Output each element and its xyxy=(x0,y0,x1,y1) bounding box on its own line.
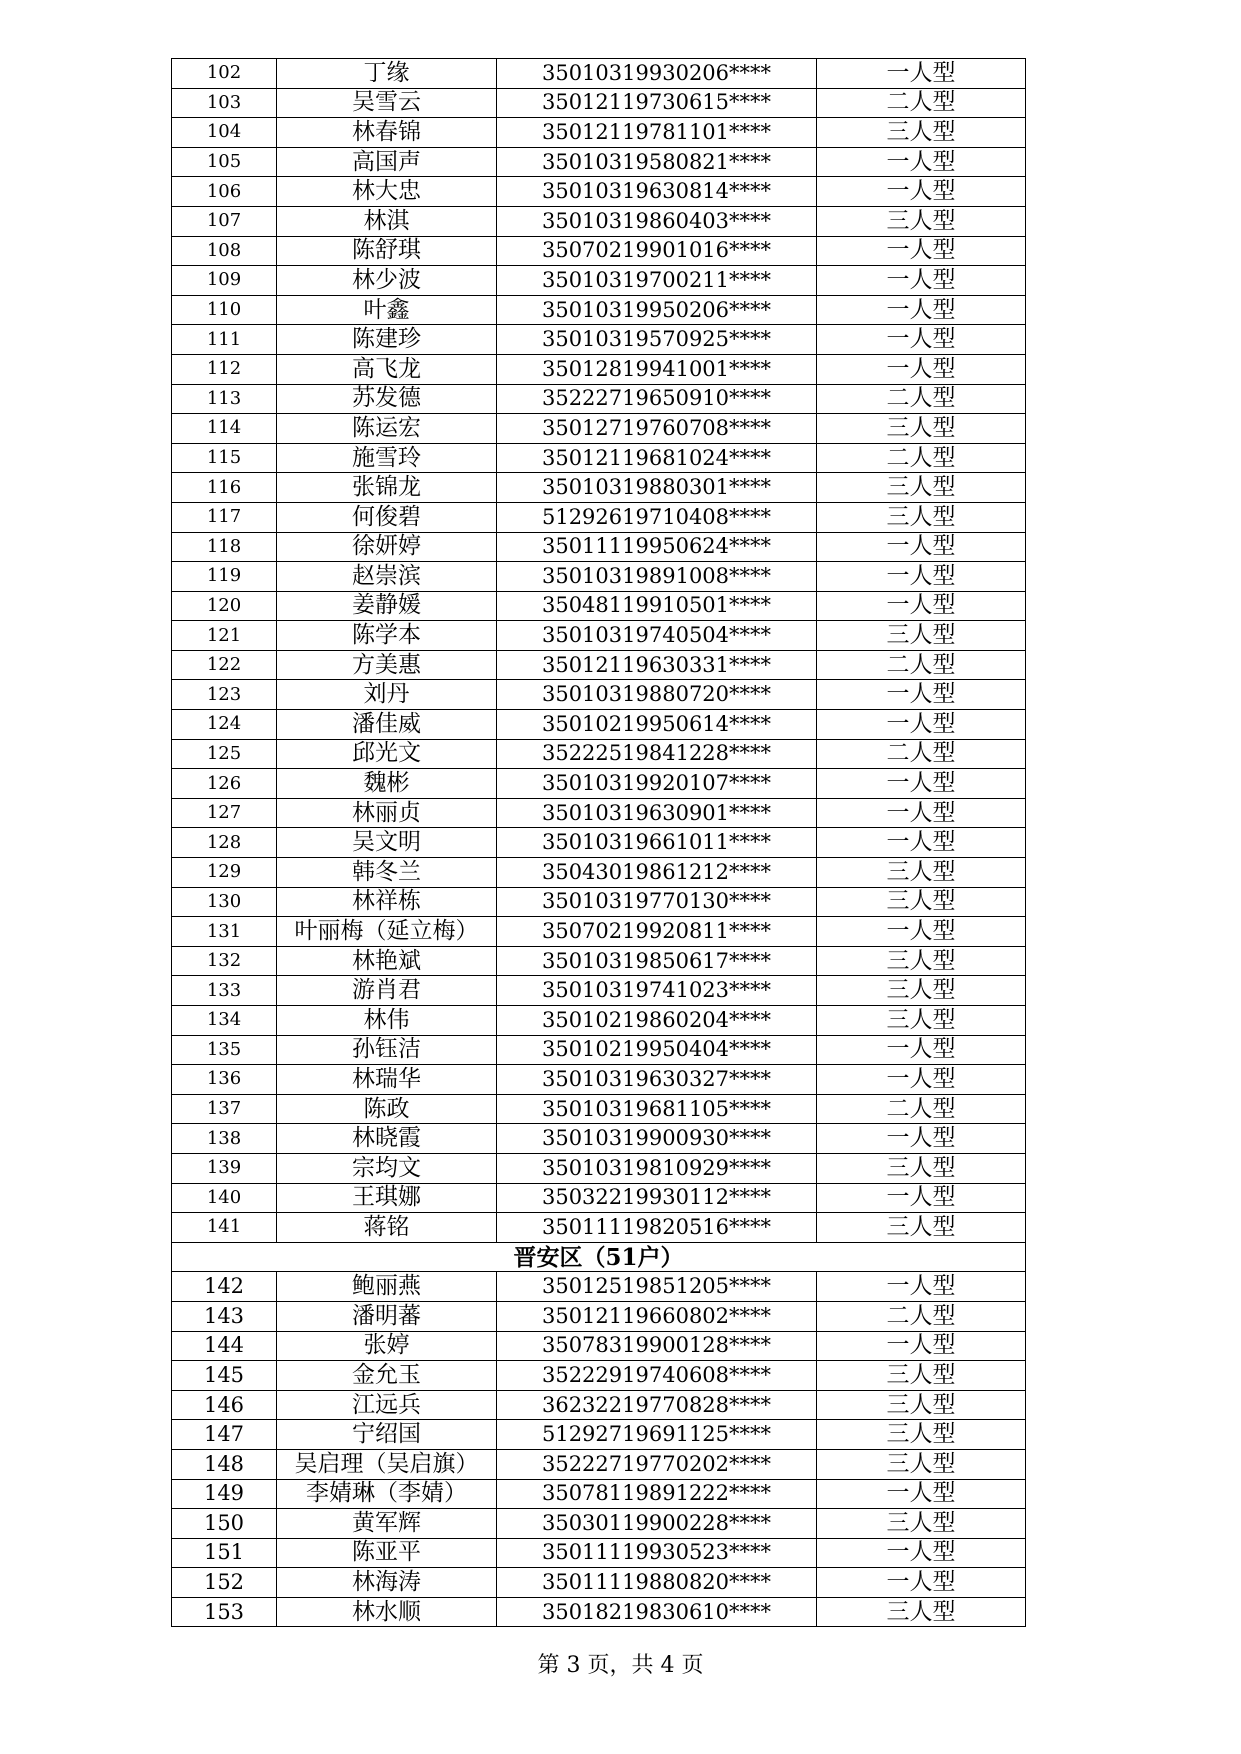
id-number: 35222719650910**** xyxy=(497,384,817,414)
row-number: 152 xyxy=(172,1568,277,1598)
applicant-name: 陈运宏 xyxy=(277,414,497,444)
id-number: 35010319570925**** xyxy=(497,325,817,355)
household-type: 二人型 xyxy=(817,384,1026,414)
table-row xyxy=(172,562,1026,592)
applicant-name: 林祥栋 xyxy=(277,887,497,917)
table-row xyxy=(172,325,1026,355)
table-row xyxy=(172,769,1026,799)
table-row xyxy=(172,1035,1026,1065)
id-number: 35010319900930**** xyxy=(497,1124,817,1154)
household-type: 三人型 xyxy=(817,887,1026,917)
applicant-name: 叶丽梅（延立梅） xyxy=(277,917,497,947)
row-number: 114 xyxy=(172,414,277,444)
table-row xyxy=(172,1006,1026,1036)
id-number: 51292619710408**** xyxy=(497,502,817,532)
table-row xyxy=(172,946,1026,976)
row-number: 130 xyxy=(172,887,277,917)
applicant-name: 林水顺 xyxy=(277,1597,497,1627)
id-number: 35012119781101**** xyxy=(497,118,817,148)
household-type: 一人型 xyxy=(817,1479,1026,1509)
id-number: 35043019861212**** xyxy=(497,858,817,888)
row-number: 146 xyxy=(172,1390,277,1420)
household-list-table xyxy=(171,58,1026,1627)
id-number: 35010319630327**** xyxy=(497,1065,817,1095)
table-row xyxy=(172,1449,1026,1479)
row-number: 118 xyxy=(172,532,277,562)
table-row xyxy=(172,118,1026,148)
id-number: 35010319880301**** xyxy=(497,473,817,503)
household-type: 二人型 xyxy=(817,650,1026,680)
row-number: 124 xyxy=(172,710,277,740)
household-type: 一人型 xyxy=(817,917,1026,947)
applicant-name: 施雪玲 xyxy=(277,443,497,473)
household-type: 一人型 xyxy=(817,680,1026,710)
id-number: 35010319770130**** xyxy=(497,887,817,917)
table-row xyxy=(172,739,1026,769)
table-row xyxy=(172,236,1026,266)
table-row xyxy=(172,1094,1026,1124)
id-number: 35070219920811**** xyxy=(497,917,817,947)
table-row xyxy=(172,1331,1026,1361)
applicant-name: 吴雪云 xyxy=(277,88,497,118)
applicant-name: 徐妍婷 xyxy=(277,532,497,562)
household-type: 一人型 xyxy=(817,769,1026,799)
row-number: 113 xyxy=(172,384,277,414)
table-row xyxy=(172,1568,1026,1598)
row-number: 148 xyxy=(172,1449,277,1479)
row-number: 131 xyxy=(172,917,277,947)
household-type: 二人型 xyxy=(817,1301,1026,1331)
id-number: 35011119930523**** xyxy=(497,1538,817,1568)
table-row xyxy=(172,591,1026,621)
applicant-name: 林丽贞 xyxy=(277,798,497,828)
applicant-name: 陈政 xyxy=(277,1094,497,1124)
table-row xyxy=(172,1301,1026,1331)
table-row xyxy=(172,917,1026,947)
id-number: 35078319900128**** xyxy=(497,1331,817,1361)
household-type: 三人型 xyxy=(817,1390,1026,1420)
household-type: 三人型 xyxy=(817,976,1026,1006)
applicant-name: 林瑞华 xyxy=(277,1065,497,1095)
row-number: 117 xyxy=(172,502,277,532)
applicant-name: 魏彬 xyxy=(277,769,497,799)
table-row xyxy=(172,858,1026,888)
row-number: 110 xyxy=(172,295,277,325)
applicant-name: 高飞龙 xyxy=(277,354,497,384)
household-type: 一人型 xyxy=(817,1568,1026,1598)
row-number: 150 xyxy=(172,1509,277,1539)
row-number: 153 xyxy=(172,1597,277,1627)
applicant-name: 江远兵 xyxy=(277,1390,497,1420)
row-number: 127 xyxy=(172,798,277,828)
id-number: 35010219950614**** xyxy=(497,710,817,740)
table-row xyxy=(172,1124,1026,1154)
table-row xyxy=(172,177,1026,207)
table-row xyxy=(172,680,1026,710)
id-number: 35018219830610**** xyxy=(497,1597,817,1627)
applicant-name: 鲍丽燕 xyxy=(277,1272,497,1302)
table-row xyxy=(172,621,1026,651)
table-row xyxy=(172,887,1026,917)
row-number: 120 xyxy=(172,591,277,621)
id-number: 35010319700211**** xyxy=(497,266,817,296)
row-number: 143 xyxy=(172,1301,277,1331)
applicant-name: 林少波 xyxy=(277,266,497,296)
table-row xyxy=(172,502,1026,532)
applicant-name: 吴文明 xyxy=(277,828,497,858)
row-number: 129 xyxy=(172,858,277,888)
applicant-name: 王琪娜 xyxy=(277,1183,497,1213)
household-type: 一人型 xyxy=(817,1183,1026,1213)
household-type: 一人型 xyxy=(817,1538,1026,1568)
id-number: 35012519851205**** xyxy=(497,1272,817,1302)
id-number: 35010319860403**** xyxy=(497,206,817,236)
applicant-name: 韩冬兰 xyxy=(277,858,497,888)
id-number: 36232219770828**** xyxy=(497,1390,817,1420)
id-number: 35012119681024**** xyxy=(497,443,817,473)
applicant-name: 林淇 xyxy=(277,206,497,236)
applicant-name: 高国声 xyxy=(277,147,497,177)
applicant-name: 林艳斌 xyxy=(277,946,497,976)
household-type: 一人型 xyxy=(817,177,1026,207)
table-row xyxy=(172,1213,1026,1243)
table-row xyxy=(172,147,1026,177)
applicant-name: 林伟 xyxy=(277,1006,497,1036)
table-row xyxy=(172,1153,1026,1183)
household-type: 三人型 xyxy=(817,473,1026,503)
applicant-name: 林大忠 xyxy=(277,177,497,207)
row-number: 139 xyxy=(172,1153,277,1183)
row-number: 122 xyxy=(172,650,277,680)
table-row xyxy=(172,1479,1026,1509)
household-type: 一人型 xyxy=(817,591,1026,621)
table-row xyxy=(172,1390,1026,1420)
household-type: 三人型 xyxy=(817,1597,1026,1627)
id-number: 35010319880720**** xyxy=(497,680,817,710)
table-row xyxy=(172,295,1026,325)
row-number: 112 xyxy=(172,354,277,384)
household-type: 一人型 xyxy=(817,236,1026,266)
page-footer: 第 3 页，共 4 页 xyxy=(537,1653,704,1678)
household-type: 三人型 xyxy=(817,1420,1026,1450)
household-type: 一人型 xyxy=(817,1124,1026,1154)
household-type: 三人型 xyxy=(817,1153,1026,1183)
id-number: 35010319630814**** xyxy=(497,177,817,207)
table-row xyxy=(172,1509,1026,1539)
household-type: 三人型 xyxy=(817,414,1026,444)
household-type: 三人型 xyxy=(817,1449,1026,1479)
row-number: 142 xyxy=(172,1272,277,1302)
table-row xyxy=(172,1420,1026,1450)
row-number: 119 xyxy=(172,562,277,592)
applicant-name: 孙钰洁 xyxy=(277,1035,497,1065)
row-number: 109 xyxy=(172,266,277,296)
id-number: 35011119880820**** xyxy=(497,1568,817,1598)
id-number: 35010319850617**** xyxy=(497,946,817,976)
household-type: 一人型 xyxy=(817,354,1026,384)
applicant-name: 邱光文 xyxy=(277,739,497,769)
row-number: 107 xyxy=(172,206,277,236)
row-number: 126 xyxy=(172,769,277,799)
household-type: 二人型 xyxy=(817,443,1026,473)
applicant-name: 潘佳威 xyxy=(277,710,497,740)
applicant-name: 方美惠 xyxy=(277,650,497,680)
id-number: 35010319661011**** xyxy=(497,828,817,858)
table-row xyxy=(172,828,1026,858)
id-number: 35010319891008**** xyxy=(497,562,817,592)
household-type: 一人型 xyxy=(817,710,1026,740)
applicant-name: 林晓霞 xyxy=(277,1124,497,1154)
row-number: 121 xyxy=(172,621,277,651)
applicant-name: 金允玉 xyxy=(277,1361,497,1391)
table-row xyxy=(172,1065,1026,1095)
row-number: 132 xyxy=(172,946,277,976)
household-type: 一人型 xyxy=(817,1272,1026,1302)
row-number: 145 xyxy=(172,1361,277,1391)
id-number: 35012119660802**** xyxy=(497,1301,817,1331)
applicant-name: 何俊碧 xyxy=(277,502,497,532)
household-type: 二人型 xyxy=(817,739,1026,769)
applicant-name: 蒋铭 xyxy=(277,1213,497,1243)
row-number: 104 xyxy=(172,118,277,148)
row-number: 137 xyxy=(172,1094,277,1124)
applicant-name: 林海涛 xyxy=(277,1568,497,1598)
row-number: 128 xyxy=(172,828,277,858)
table-row xyxy=(172,354,1026,384)
id-number: 35010319930206**** xyxy=(497,59,817,89)
household-type: 二人型 xyxy=(817,1094,1026,1124)
household-type: 一人型 xyxy=(817,325,1026,355)
id-number: 51292719691125**** xyxy=(497,1420,817,1450)
household-type: 一人型 xyxy=(817,295,1026,325)
row-number: 106 xyxy=(172,177,277,207)
id-number: 35010319580821**** xyxy=(497,147,817,177)
row-number: 123 xyxy=(172,680,277,710)
applicant-name: 潘明蕃 xyxy=(277,1301,497,1331)
household-type: 三人型 xyxy=(817,946,1026,976)
id-number: 35048119910501**** xyxy=(497,591,817,621)
row-number: 135 xyxy=(172,1035,277,1065)
row-number: 138 xyxy=(172,1124,277,1154)
household-type: 三人型 xyxy=(817,1006,1026,1036)
table-row xyxy=(172,88,1026,118)
row-number: 111 xyxy=(172,325,277,355)
household-type: 三人型 xyxy=(817,206,1026,236)
id-number: 35010219950404**** xyxy=(497,1035,817,1065)
id-number: 35012819941001**** xyxy=(497,354,817,384)
household-type: 三人型 xyxy=(817,118,1026,148)
row-number: 102 xyxy=(172,59,277,89)
household-type: 三人型 xyxy=(817,1213,1026,1243)
household-type: 一人型 xyxy=(817,266,1026,296)
household-type: 三人型 xyxy=(817,1509,1026,1539)
table-row xyxy=(172,266,1026,296)
applicant-name: 刘丹 xyxy=(277,680,497,710)
applicant-name: 丁缘 xyxy=(277,59,497,89)
id-number: 35010319950206**** xyxy=(497,295,817,325)
row-number: 144 xyxy=(172,1331,277,1361)
applicant-name: 宁绍国 xyxy=(277,1420,497,1450)
table-row xyxy=(172,59,1026,89)
row-number: 140 xyxy=(172,1183,277,1213)
id-number: 35010319741023**** xyxy=(497,976,817,1006)
applicant-name: 游肖君 xyxy=(277,976,497,1006)
id-number: 35070219901016**** xyxy=(497,236,817,266)
applicant-name: 陈亚平 xyxy=(277,1538,497,1568)
id-number: 35030119900228**** xyxy=(497,1509,817,1539)
id-number: 35010319630901**** xyxy=(497,798,817,828)
id-number: 35010319920107**** xyxy=(497,769,817,799)
applicant-name: 陈舒琪 xyxy=(277,236,497,266)
household-type: 二人型 xyxy=(817,88,1026,118)
row-number: 151 xyxy=(172,1538,277,1568)
household-type: 一人型 xyxy=(817,147,1026,177)
table-row xyxy=(172,206,1026,236)
table-row xyxy=(172,532,1026,562)
applicant-name: 李婧琳（李婧） xyxy=(277,1479,497,1509)
id-number: 35222919740608**** xyxy=(497,1361,817,1391)
id-number: 35010319681105**** xyxy=(497,1094,817,1124)
applicant-name: 赵崇滨 xyxy=(277,562,497,592)
table-row xyxy=(172,443,1026,473)
table-row xyxy=(172,1538,1026,1568)
table-body xyxy=(172,59,1026,1627)
table-row xyxy=(172,798,1026,828)
household-type: 三人型 xyxy=(817,502,1026,532)
household-type: 一人型 xyxy=(817,59,1026,89)
table-row xyxy=(172,414,1026,444)
applicant-name: 苏发德 xyxy=(277,384,497,414)
applicant-name: 林春锦 xyxy=(277,118,497,148)
id-number: 35011119950624**** xyxy=(497,532,817,562)
section-header-row xyxy=(172,1242,1026,1272)
row-number: 134 xyxy=(172,1006,277,1036)
id-number: 35012119630331**** xyxy=(497,650,817,680)
table-row xyxy=(172,1361,1026,1391)
id-number: 35010219860204**** xyxy=(497,1006,817,1036)
id-number: 35011119820516**** xyxy=(497,1213,817,1243)
id-number: 35032219930112**** xyxy=(497,1183,817,1213)
applicant-name: 黄军辉 xyxy=(277,1509,497,1539)
row-number: 149 xyxy=(172,1479,277,1509)
row-number: 116 xyxy=(172,473,277,503)
id-number: 35012119730615**** xyxy=(497,88,817,118)
household-type: 一人型 xyxy=(817,1331,1026,1361)
table-row xyxy=(172,1183,1026,1213)
table-row xyxy=(172,710,1026,740)
row-number: 147 xyxy=(172,1420,277,1450)
id-number: 35012719760708**** xyxy=(497,414,817,444)
row-number: 136 xyxy=(172,1065,277,1095)
id-number: 35222519841228**** xyxy=(497,739,817,769)
household-type: 三人型 xyxy=(817,621,1026,651)
table-row xyxy=(172,384,1026,414)
table-row xyxy=(172,1597,1026,1627)
id-number: 35010319810929**** xyxy=(497,1153,817,1183)
id-number: 35222719770202**** xyxy=(497,1449,817,1479)
household-type: 三人型 xyxy=(817,858,1026,888)
row-number: 108 xyxy=(172,236,277,266)
row-number: 115 xyxy=(172,443,277,473)
row-number: 125 xyxy=(172,739,277,769)
applicant-name: 张婷 xyxy=(277,1331,497,1361)
row-number: 133 xyxy=(172,976,277,1006)
table-row xyxy=(172,1272,1026,1302)
table-row xyxy=(172,473,1026,503)
row-number: 141 xyxy=(172,1213,277,1243)
applicant-name: 陈学本 xyxy=(277,621,497,651)
id-number: 35010319740504**** xyxy=(497,621,817,651)
applicant-name: 叶鑫 xyxy=(277,295,497,325)
applicant-name: 宗均文 xyxy=(277,1153,497,1183)
id-number: 35078119891222**** xyxy=(497,1479,817,1509)
household-type: 三人型 xyxy=(817,1361,1026,1391)
section-title: 晋安区（51户） xyxy=(172,1242,1026,1272)
household-type: 一人型 xyxy=(817,562,1026,592)
household-type: 一人型 xyxy=(817,532,1026,562)
household-type: 一人型 xyxy=(817,828,1026,858)
applicant-name: 姜静媛 xyxy=(277,591,497,621)
applicant-name: 吴启理（吴启旗） xyxy=(277,1449,497,1479)
applicant-name: 张锦龙 xyxy=(277,473,497,503)
household-type: 一人型 xyxy=(817,1035,1026,1065)
table-row xyxy=(172,650,1026,680)
table-row xyxy=(172,976,1026,1006)
household-type: 一人型 xyxy=(817,1065,1026,1095)
row-number: 105 xyxy=(172,147,277,177)
applicant-name: 陈建珍 xyxy=(277,325,497,355)
household-type: 一人型 xyxy=(817,798,1026,828)
row-number: 103 xyxy=(172,88,277,118)
